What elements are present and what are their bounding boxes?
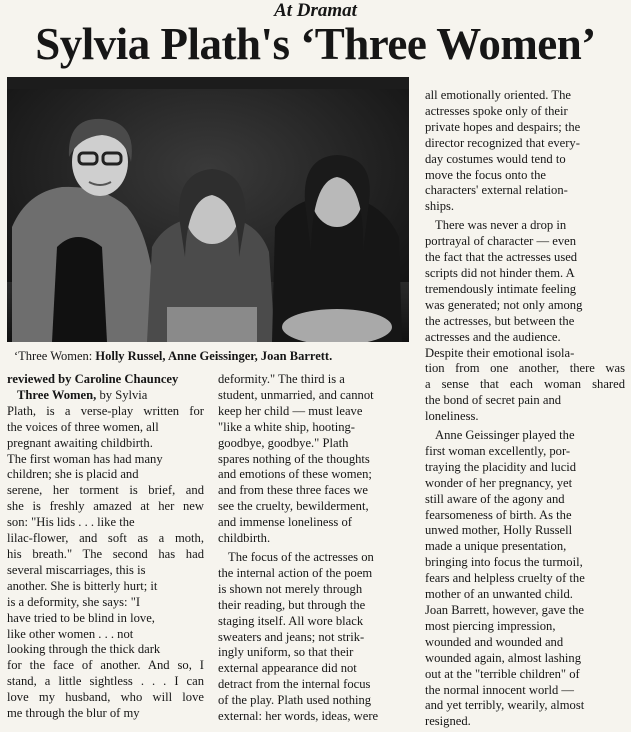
text-line	[7, 388, 204, 404]
text-line: the fact that the actresses used	[425, 250, 578, 265]
text-line: goodbye, goodbye." Plath	[218, 435, 349, 450]
text-line: "like a white ship, hooting-	[218, 419, 356, 434]
text-line: first woman excellently, por-	[425, 443, 571, 458]
article-column-1	[7, 372, 204, 722]
text-line: keep her child — must leave	[218, 403, 363, 418]
text-line: sweaters and jeans; not strik-	[218, 629, 365, 644]
article-photo	[7, 77, 409, 342]
photo-image	[7, 77, 409, 342]
text-line: Anne Geissinger played the	[435, 428, 575, 443]
text-line: loneliness.	[425, 409, 479, 424]
text-line: student, unmarried, and cannot	[218, 387, 374, 402]
text-line: lilac-flower, and soft as a moth,	[7, 531, 204, 546]
text-line: day costumes would tend to	[425, 151, 566, 166]
text-line: for the face of another. And so, I	[7, 658, 204, 673]
text-line: have tried to be blind in love,	[7, 610, 155, 625]
text-line: the normal innocent world —	[425, 682, 574, 697]
text-line: looking through the thick dark	[7, 642, 161, 657]
text-line: wounded and wounded and	[425, 634, 564, 649]
section-kicker: At Dramat	[274, 0, 357, 21]
text-line: and from these three faces we	[218, 483, 368, 498]
text-line: serene, her torment is brief, and	[7, 483, 204, 498]
text-line: made a unique presentation,	[425, 539, 567, 554]
text-line: and immense loneliness of	[218, 515, 352, 530]
article-column-3	[425, 88, 625, 730]
text-line: spares nothing of the thoughts	[218, 451, 370, 466]
text-line: see the cruelty, bewilderment,	[218, 499, 369, 514]
text-line: several miscarriages, this is	[7, 562, 146, 577]
text-line: actresses spoke only of their	[425, 103, 568, 118]
text-line: me through the blur of my	[7, 706, 140, 721]
text-line: tion from one another, there was	[425, 361, 625, 376]
text-line: portrayal of character — even	[425, 234, 577, 249]
text-line: move the focus onto the	[425, 167, 547, 182]
text-line: wounded again, almost lashing	[425, 650, 581, 665]
text-line: was generated; not only among	[425, 297, 583, 312]
text-line: unwed mother, Holly Russell	[425, 523, 573, 538]
text-line: a sense that each woman shared	[425, 377, 625, 392]
text-line: the internal action of the poem	[218, 565, 373, 580]
text-line: wonder of her pregnancy, yet	[425, 475, 573, 490]
text-line: the actresses, but between the	[425, 313, 575, 328]
text-line: fearsomeness of birth. As the	[425, 507, 572, 522]
text-line: traying the placidity and lucid	[425, 459, 577, 474]
text-line: external: her words, ideas, were	[218, 709, 379, 724]
text-line: like other women . . . not	[7, 626, 134, 641]
text-line: and emotions of these women;	[218, 467, 372, 482]
text-line: his breath." The second has had	[7, 546, 204, 561]
text-line: pregnant awaiting childbirth.	[7, 435, 153, 450]
text-line: bringing into focus the turmoil,	[425, 555, 583, 570]
text-line: scripts did not hinder them. A	[425, 265, 575, 280]
text-line: the voices of three women, all	[7, 419, 159, 434]
text-line: Plath, is a verse-play written for	[7, 403, 204, 418]
text-line: out at the "terrible children" of	[425, 666, 580, 681]
byline: reviewed by Caroline Chauncey	[7, 372, 179, 386]
text-line: another. She is bitterly hurt; it	[7, 578, 158, 593]
text-line: their reading, but through the	[218, 597, 366, 612]
text-line: staging itself. All wore black	[218, 613, 364, 628]
text-line: There was never a drop in	[435, 218, 567, 233]
text-line: mother of an unwanted child.	[425, 587, 573, 602]
caption-names: Holly Russel, Anne Geissinger, Joan Barrett.	[95, 349, 333, 363]
text-line: external appearance did not	[218, 661, 357, 676]
caption-prefix: ‘Three Women:	[14, 349, 96, 363]
text-line: all emotionally oriented. The	[425, 88, 571, 102]
text-line: most piercing impression,	[425, 618, 556, 633]
text-line: resigned.	[425, 714, 471, 729]
text-line: The focus of the actresses on	[228, 549, 374, 564]
text-line: actresses and the audience.	[425, 329, 561, 344]
text-line: director recognized that every-	[425, 135, 580, 150]
text-line: is a deformity, she says: "I	[7, 594, 141, 609]
text-line: children; she is placid and	[7, 467, 139, 482]
text-line: of the play. Plath used nothing	[218, 693, 372, 708]
text-line: The first woman has had many	[7, 451, 163, 466]
lead-rest: by Sylvia	[96, 387, 148, 402]
photo-caption	[14, 348, 414, 364]
text-line: childbirth.	[218, 531, 271, 546]
text-line: Despite their emotional isola-	[425, 345, 575, 360]
text-line: stand, a little sightless . . . I can	[7, 674, 204, 689]
text-line: tremendously intimate feeling	[425, 281, 577, 296]
text-line: the bond of secret pain and	[425, 393, 562, 408]
text-line: deformity." The third is a	[218, 372, 345, 386]
text-line: son: "His lids . . . like the	[7, 515, 135, 530]
text-line: ingly uniform, so that their	[218, 645, 354, 660]
lead-in: Three Women,	[17, 387, 97, 402]
text-line: and yet terribly, wearily, almost	[425, 698, 585, 713]
article-column-2	[218, 372, 414, 725]
text-line: she is freshly amazed at her new	[7, 499, 204, 514]
text-line: detract from the internal focus	[218, 677, 371, 692]
text-line: characters' external relation-	[425, 183, 568, 198]
text-line: private hopes and despairs; the	[425, 119, 581, 134]
text-line: love my husband, who will love	[7, 690, 204, 705]
text-line: ships.	[425, 199, 455, 214]
text-line: is shown not merely through	[218, 581, 363, 596]
text-line: still aware of the agony and	[425, 491, 565, 506]
text-line: fears and helpless cruelty of the	[425, 571, 585, 586]
article-headline: Sylvia Plath's ‘Three Women’	[35, 19, 596, 69]
text-line: Joan Barrett, however, gave the	[425, 603, 584, 617]
